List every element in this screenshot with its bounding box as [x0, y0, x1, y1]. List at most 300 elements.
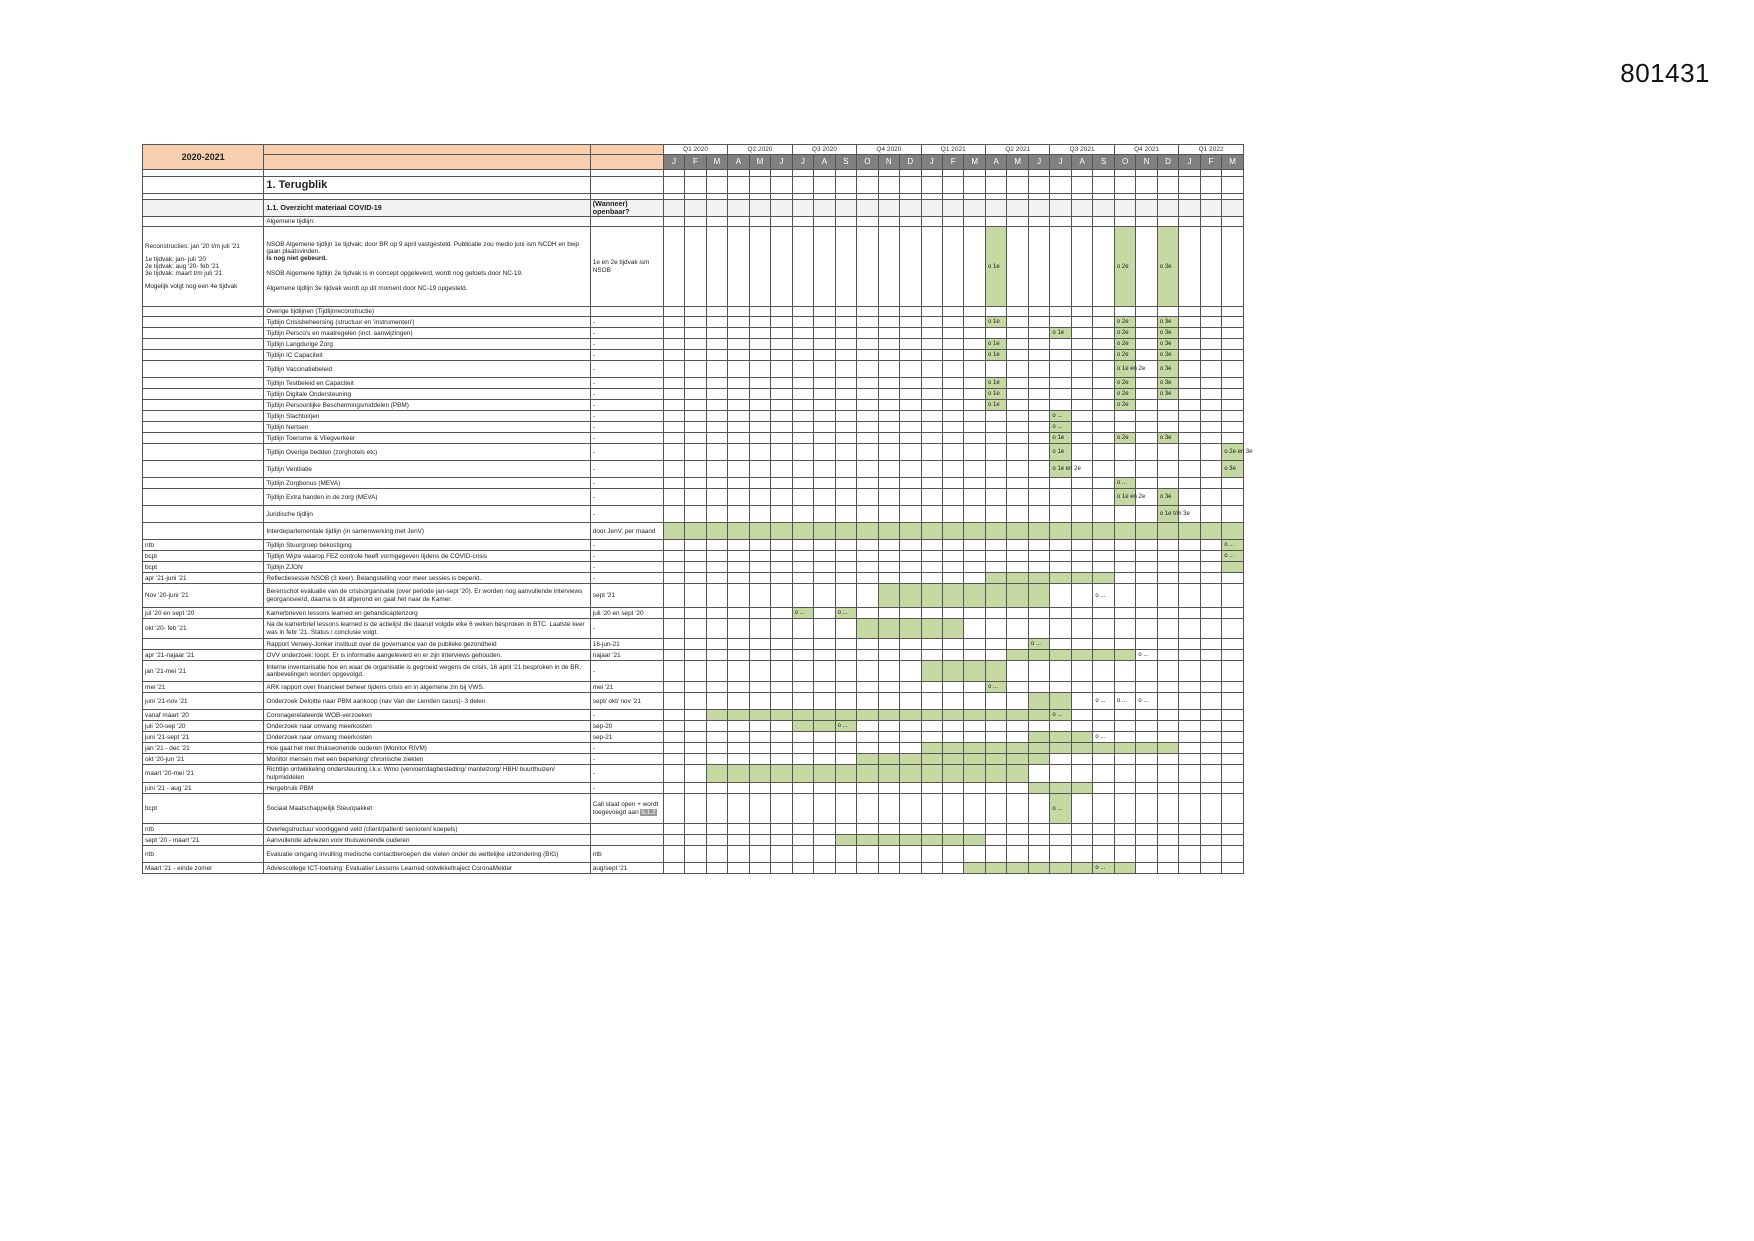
month-cell [1222, 317, 1244, 328]
month-cell [857, 661, 878, 682]
month-cell [1114, 489, 1146, 506]
month-cell [1200, 339, 1221, 350]
month-cell [1200, 794, 1221, 824]
milestone-label: 2e [1121, 402, 1129, 409]
month-cell [749, 170, 770, 177]
cell [143, 433, 264, 444]
when-cell: mei '21 [590, 682, 663, 693]
month-cell [964, 639, 986, 650]
when-cell: - [590, 551, 663, 562]
month-cell [943, 765, 964, 783]
month-cell [835, 551, 857, 562]
milestone-marker: o 3e [1159, 391, 1172, 398]
month-cell [771, 693, 793, 710]
project-row [143, 754, 1244, 765]
month-cell [685, 170, 706, 177]
month-cell [1157, 461, 1179, 478]
month-cell [900, 328, 922, 339]
month-cell [685, 693, 706, 710]
month-cell [1050, 523, 1071, 540]
month-cell [1136, 754, 1157, 765]
month-cell [1179, 523, 1200, 540]
milestone-label: 1e [993, 352, 1000, 359]
month-cell [878, 433, 899, 444]
month-cell [1222, 824, 1244, 835]
month-cell [1157, 693, 1179, 710]
month-cell [900, 217, 922, 227]
month-cell [749, 783, 770, 794]
month-cell [1114, 378, 1135, 389]
milestone-marker: o 1e [987, 391, 1000, 398]
month-cell [900, 619, 922, 639]
when-cell [590, 824, 663, 835]
month-cell [685, 411, 706, 422]
month-cell [728, 650, 749, 661]
month-cell [1114, 433, 1135, 444]
month-cell [1028, 824, 1050, 835]
milestone-label: ... [1057, 712, 1063, 719]
month-cell [1179, 639, 1200, 650]
project-label: Hoe gaat het met thuiswonende ouderen (Monitor RIVM) [264, 743, 590, 754]
month-cell [706, 710, 728, 721]
month-cell [835, 177, 857, 194]
month-cell [706, 523, 728, 540]
month-cell [814, 227, 835, 307]
month-cell [835, 783, 857, 794]
month-cell [985, 317, 1006, 328]
month-cell [728, 540, 749, 551]
month-cell [792, 650, 813, 661]
month-cell [792, 227, 813, 307]
month-cell [771, 639, 793, 650]
month-cell [1222, 783, 1244, 794]
month-cell [1222, 639, 1244, 650]
month-cell [1179, 682, 1200, 693]
cell [590, 177, 663, 194]
month-cell [749, 339, 770, 350]
milestone-label: 3e [1164, 391, 1172, 398]
month-cell [1071, 584, 1092, 608]
month-cell [1050, 743, 1071, 754]
month-cell [685, 754, 706, 765]
milestone-marker: o ... [1116, 480, 1127, 487]
month-cell [943, 444, 964, 461]
month-cell [1071, 619, 1092, 639]
month-cell [1007, 389, 1028, 400]
month-cell [1157, 682, 1179, 693]
month-cell [1093, 506, 1115, 523]
month-cell [1028, 433, 1050, 444]
month-cell [878, 783, 899, 794]
month-cell [1093, 608, 1115, 619]
month-cell [792, 562, 813, 573]
month-cell [921, 608, 942, 619]
project-row [143, 794, 1244, 824]
when-cell: - [590, 433, 663, 444]
month-cell [1200, 444, 1221, 461]
month-cell [728, 783, 749, 794]
month-cell [1007, 639, 1028, 650]
milestone-marker: o ... [1052, 712, 1063, 719]
when-cell: ntb [590, 846, 663, 863]
milestone-marker: o ... [1224, 542, 1235, 549]
month-label: F [1200, 155, 1221, 170]
cell [143, 461, 264, 478]
month-cell [1179, 461, 1200, 478]
month-cell [814, 217, 835, 227]
month-cell [1007, 863, 1028, 874]
month-cell [1050, 710, 1071, 721]
period-cell: vanaf maart '20 [143, 710, 264, 721]
month-cell [1200, 170, 1221, 177]
month-cell [814, 411, 835, 422]
milestone-label: 2e [1121, 263, 1129, 270]
month-cell [1093, 562, 1115, 573]
month-cell [814, 661, 835, 682]
milestone-label: 1e [993, 263, 1000, 270]
month-cell [792, 200, 813, 217]
month-cell [1200, 754, 1221, 765]
month-cell [706, 794, 728, 824]
month-cell [1071, 433, 1092, 444]
month-cell [1050, 307, 1071, 317]
month-cell [921, 639, 942, 650]
month-cell [857, 710, 878, 721]
month-cell [985, 307, 1006, 317]
month-cell [1071, 444, 1092, 461]
month-cell [749, 732, 770, 743]
month-cell [943, 400, 964, 411]
month-cell [1093, 200, 1115, 217]
milestone-marker: o 1e en 2e [1116, 366, 1146, 373]
month-cell [728, 794, 749, 824]
period-cell: ntb [143, 540, 264, 551]
month-cell [771, 433, 793, 444]
month-cell [663, 461, 684, 478]
month-cell [685, 639, 706, 650]
month-cell [706, 217, 728, 227]
month-label: D [900, 155, 922, 170]
month-cell [985, 461, 1006, 478]
month-label: J [1028, 155, 1050, 170]
month-cell [1050, 639, 1071, 650]
cell [143, 328, 264, 339]
month-cell [964, 608, 986, 619]
month-cell [857, 328, 878, 339]
month-cell [663, 478, 684, 489]
when-cell: - [590, 339, 663, 350]
month-cell [900, 835, 922, 846]
when-cell: - [590, 478, 663, 489]
month-cell [792, 551, 813, 562]
month-cell [1093, 328, 1115, 339]
month-cell [985, 350, 1006, 361]
month-cell [771, 227, 793, 307]
month-cell [685, 350, 706, 361]
month-cell [1157, 824, 1179, 835]
month-cell [814, 754, 835, 765]
project-row [143, 824, 1244, 835]
month-cell [706, 562, 728, 573]
month-cell [1200, 461, 1221, 478]
month-cell [814, 350, 835, 361]
month-cell [685, 608, 706, 619]
month-cell [1222, 835, 1244, 846]
month-cell [878, 661, 899, 682]
month-cell [1179, 608, 1200, 619]
month-cell [964, 177, 986, 194]
month-cell [943, 378, 964, 389]
month-cell [685, 422, 706, 433]
month-cell [749, 307, 770, 317]
spacer-row [143, 170, 1244, 177]
month-cell [1007, 328, 1028, 339]
month-cell [1222, 217, 1244, 227]
month-cell [771, 200, 793, 217]
month-cell [663, 765, 684, 783]
month-cell [921, 794, 942, 824]
month-cell [749, 200, 770, 217]
month-cell [857, 350, 878, 361]
month-label: A [728, 155, 749, 170]
month-cell [814, 783, 835, 794]
month-cell [749, 489, 770, 506]
month-cell [1093, 835, 1115, 846]
month-cell [964, 317, 986, 328]
month-cell [771, 461, 793, 478]
month-cell [1028, 523, 1050, 540]
month-cell [1179, 693, 1200, 710]
month-cell [1071, 361, 1092, 378]
month-cell [728, 489, 749, 506]
month-cell [1007, 732, 1028, 743]
month-cell [1007, 339, 1028, 350]
month-cell [921, 350, 942, 361]
description-line: Algemene tijdlijn 3e tijdvak wordt op dit moment door NC-19 opgesteld. [266, 285, 468, 293]
period-line: 1e tijdvak: jan- juli '20 [145, 255, 206, 263]
month-cell [985, 573, 1006, 584]
quarter-label: Q2 2020 [728, 145, 792, 155]
month-cell [792, 411, 813, 422]
month-cell [900, 682, 922, 693]
month-cell [921, 378, 942, 389]
month-cell [706, 682, 728, 693]
month-cell [771, 489, 793, 506]
sub-timeline-label: Tijdlijn Extra handen in de zorg (MEVA) [264, 489, 590, 506]
month-cell [1222, 650, 1244, 661]
month-cell [921, 389, 942, 400]
month-cell [1200, 523, 1221, 540]
month-cell [835, 422, 857, 433]
month-cell [771, 170, 793, 177]
cell [264, 170, 590, 177]
month-cell [1007, 461, 1028, 478]
month-cell [1222, 710, 1244, 721]
month-cell [985, 506, 1006, 523]
month-cell [814, 619, 835, 639]
milestone-label: 3e [1164, 380, 1172, 387]
month-cell [1050, 661, 1071, 682]
period-cell: apr '21-najaar '21 [143, 650, 264, 661]
month-cell [728, 444, 749, 461]
month-cell [1071, 400, 1092, 411]
month-cell [1200, 389, 1221, 400]
when-cell: sep-20 [590, 721, 663, 732]
month-cell [685, 765, 706, 783]
month-cell [1114, 721, 1135, 732]
month-cell [964, 619, 986, 639]
project-row [143, 682, 1244, 693]
month-cell [1136, 217, 1157, 227]
month-cell [1136, 732, 1157, 743]
milestone-marker: o 2e [1116, 391, 1129, 398]
milestone-label: 2e [1121, 319, 1129, 326]
month-cell [985, 478, 1006, 489]
month-cell [706, 461, 728, 478]
month-cell [1050, 835, 1071, 846]
project-label: Tijdlijn Stuurgroep bekostiging [264, 540, 590, 551]
month-cell [1136, 743, 1157, 754]
month-cell [814, 863, 835, 874]
project-label: Evaluatie omgang invulling medische contactberoepen die vielen onder de wettelijke uitzondering (BIG) [264, 846, 590, 863]
month-cell [728, 170, 749, 177]
month-cell [857, 307, 878, 317]
month-label: F [685, 155, 706, 170]
month-cell [663, 523, 684, 540]
month-cell [1114, 422, 1135, 433]
month-cell [749, 389, 770, 400]
milestone-label: ... [842, 723, 848, 730]
month-cell [985, 835, 1006, 846]
month-cell [943, 650, 964, 661]
month-cell [964, 170, 986, 177]
sub-timeline-row [143, 317, 1244, 328]
milestone-marker: o 2e en 3e [1224, 449, 1253, 456]
month-cell [728, 551, 749, 562]
month-cell [771, 619, 793, 639]
sub-timeline-label: Tijdlijn Toerisme & Vliegverkeer [264, 433, 590, 444]
month-cell [749, 551, 770, 562]
month-cell [728, 584, 749, 608]
month-cell [857, 317, 878, 328]
month-cell [706, 389, 728, 400]
month-cell [1222, 661, 1244, 682]
month-cell [835, 540, 857, 551]
cell [590, 170, 663, 177]
month-cell [1157, 478, 1179, 489]
cell [590, 217, 663, 227]
month-cell [900, 721, 922, 732]
month-cell [964, 444, 986, 461]
month-cell [985, 227, 1006, 307]
month-cell [964, 794, 986, 824]
month-cell [749, 400, 770, 411]
month-cell [921, 693, 942, 710]
month-cell [1028, 573, 1050, 584]
milestone-label: 2e [1121, 435, 1129, 442]
month-cell [663, 400, 684, 411]
milestone-label: ... [1035, 641, 1041, 648]
milestone-marker: o 3e [1159, 263, 1172, 270]
milestone-label: ... [993, 684, 999, 691]
month-cell [1028, 619, 1050, 639]
month-cell [1050, 328, 1071, 339]
month-cell [685, 783, 706, 794]
month-cell [749, 378, 770, 389]
month-cell [685, 307, 706, 317]
month-cell [706, 411, 728, 422]
month-cell [1222, 619, 1244, 639]
month-cell [1093, 551, 1115, 562]
month-cell [1136, 863, 1157, 874]
month-cell [857, 863, 878, 874]
month-cell [1136, 461, 1157, 478]
month-cell [1028, 339, 1050, 350]
month-cell [1136, 562, 1157, 573]
month-cell [728, 307, 749, 317]
month-cell [749, 540, 770, 551]
month-cell [1200, 478, 1221, 489]
month-cell [1157, 307, 1179, 317]
month-cell [1071, 682, 1092, 693]
month-cell [1179, 619, 1200, 639]
sub-timeline-row [143, 411, 1244, 422]
period-cell: bcpt [143, 794, 264, 824]
project-label: Adviescollege ICT-toetsing: Evaluatie/ Lessons Learned ontwikkeltraject CoronaMelder [264, 863, 590, 874]
period-line: Mogelijk volgt nog een 4e tijdvak [145, 283, 238, 291]
month-cell [792, 608, 813, 619]
month-cell [1136, 765, 1157, 783]
month-cell [1071, 350, 1092, 361]
project-row [143, 743, 1244, 754]
month-cell [1157, 227, 1179, 307]
project-label: Coronagerelateerde WOB-verzoeken [264, 710, 590, 721]
month-cell [1050, 177, 1071, 194]
month-cell [792, 783, 813, 794]
month-cell [921, 661, 942, 682]
month-cell [964, 551, 986, 562]
month-cell [985, 721, 1006, 732]
month-cell [1157, 765, 1179, 783]
month-cell [1050, 608, 1071, 619]
month-cell [792, 754, 813, 765]
month-cell [1071, 721, 1092, 732]
month-cell [1179, 573, 1200, 584]
month-cell [1179, 584, 1200, 608]
month-cell [900, 350, 922, 361]
month-cell [985, 444, 1006, 461]
month-cell [792, 863, 813, 874]
month-cell [1136, 619, 1157, 639]
month-cell [728, 765, 749, 783]
month-cell [1222, 400, 1244, 411]
sub-timeline-row [143, 389, 1244, 400]
quarter-label: Q1 2022 [1179, 145, 1244, 155]
month-cell [771, 411, 793, 422]
month-cell [1157, 444, 1179, 461]
month-cell [771, 328, 793, 339]
month-cell [1157, 217, 1179, 227]
month-cell [771, 400, 793, 411]
when-cell: sep-21 [590, 732, 663, 743]
month-cell [663, 661, 684, 682]
period-cell: mei '21 [143, 682, 264, 693]
milestone-label: 1e [993, 402, 1000, 409]
month-cell [1007, 693, 1028, 710]
month-cell [1071, 200, 1092, 217]
month-cell [921, 422, 942, 433]
month-cell [1093, 389, 1115, 400]
